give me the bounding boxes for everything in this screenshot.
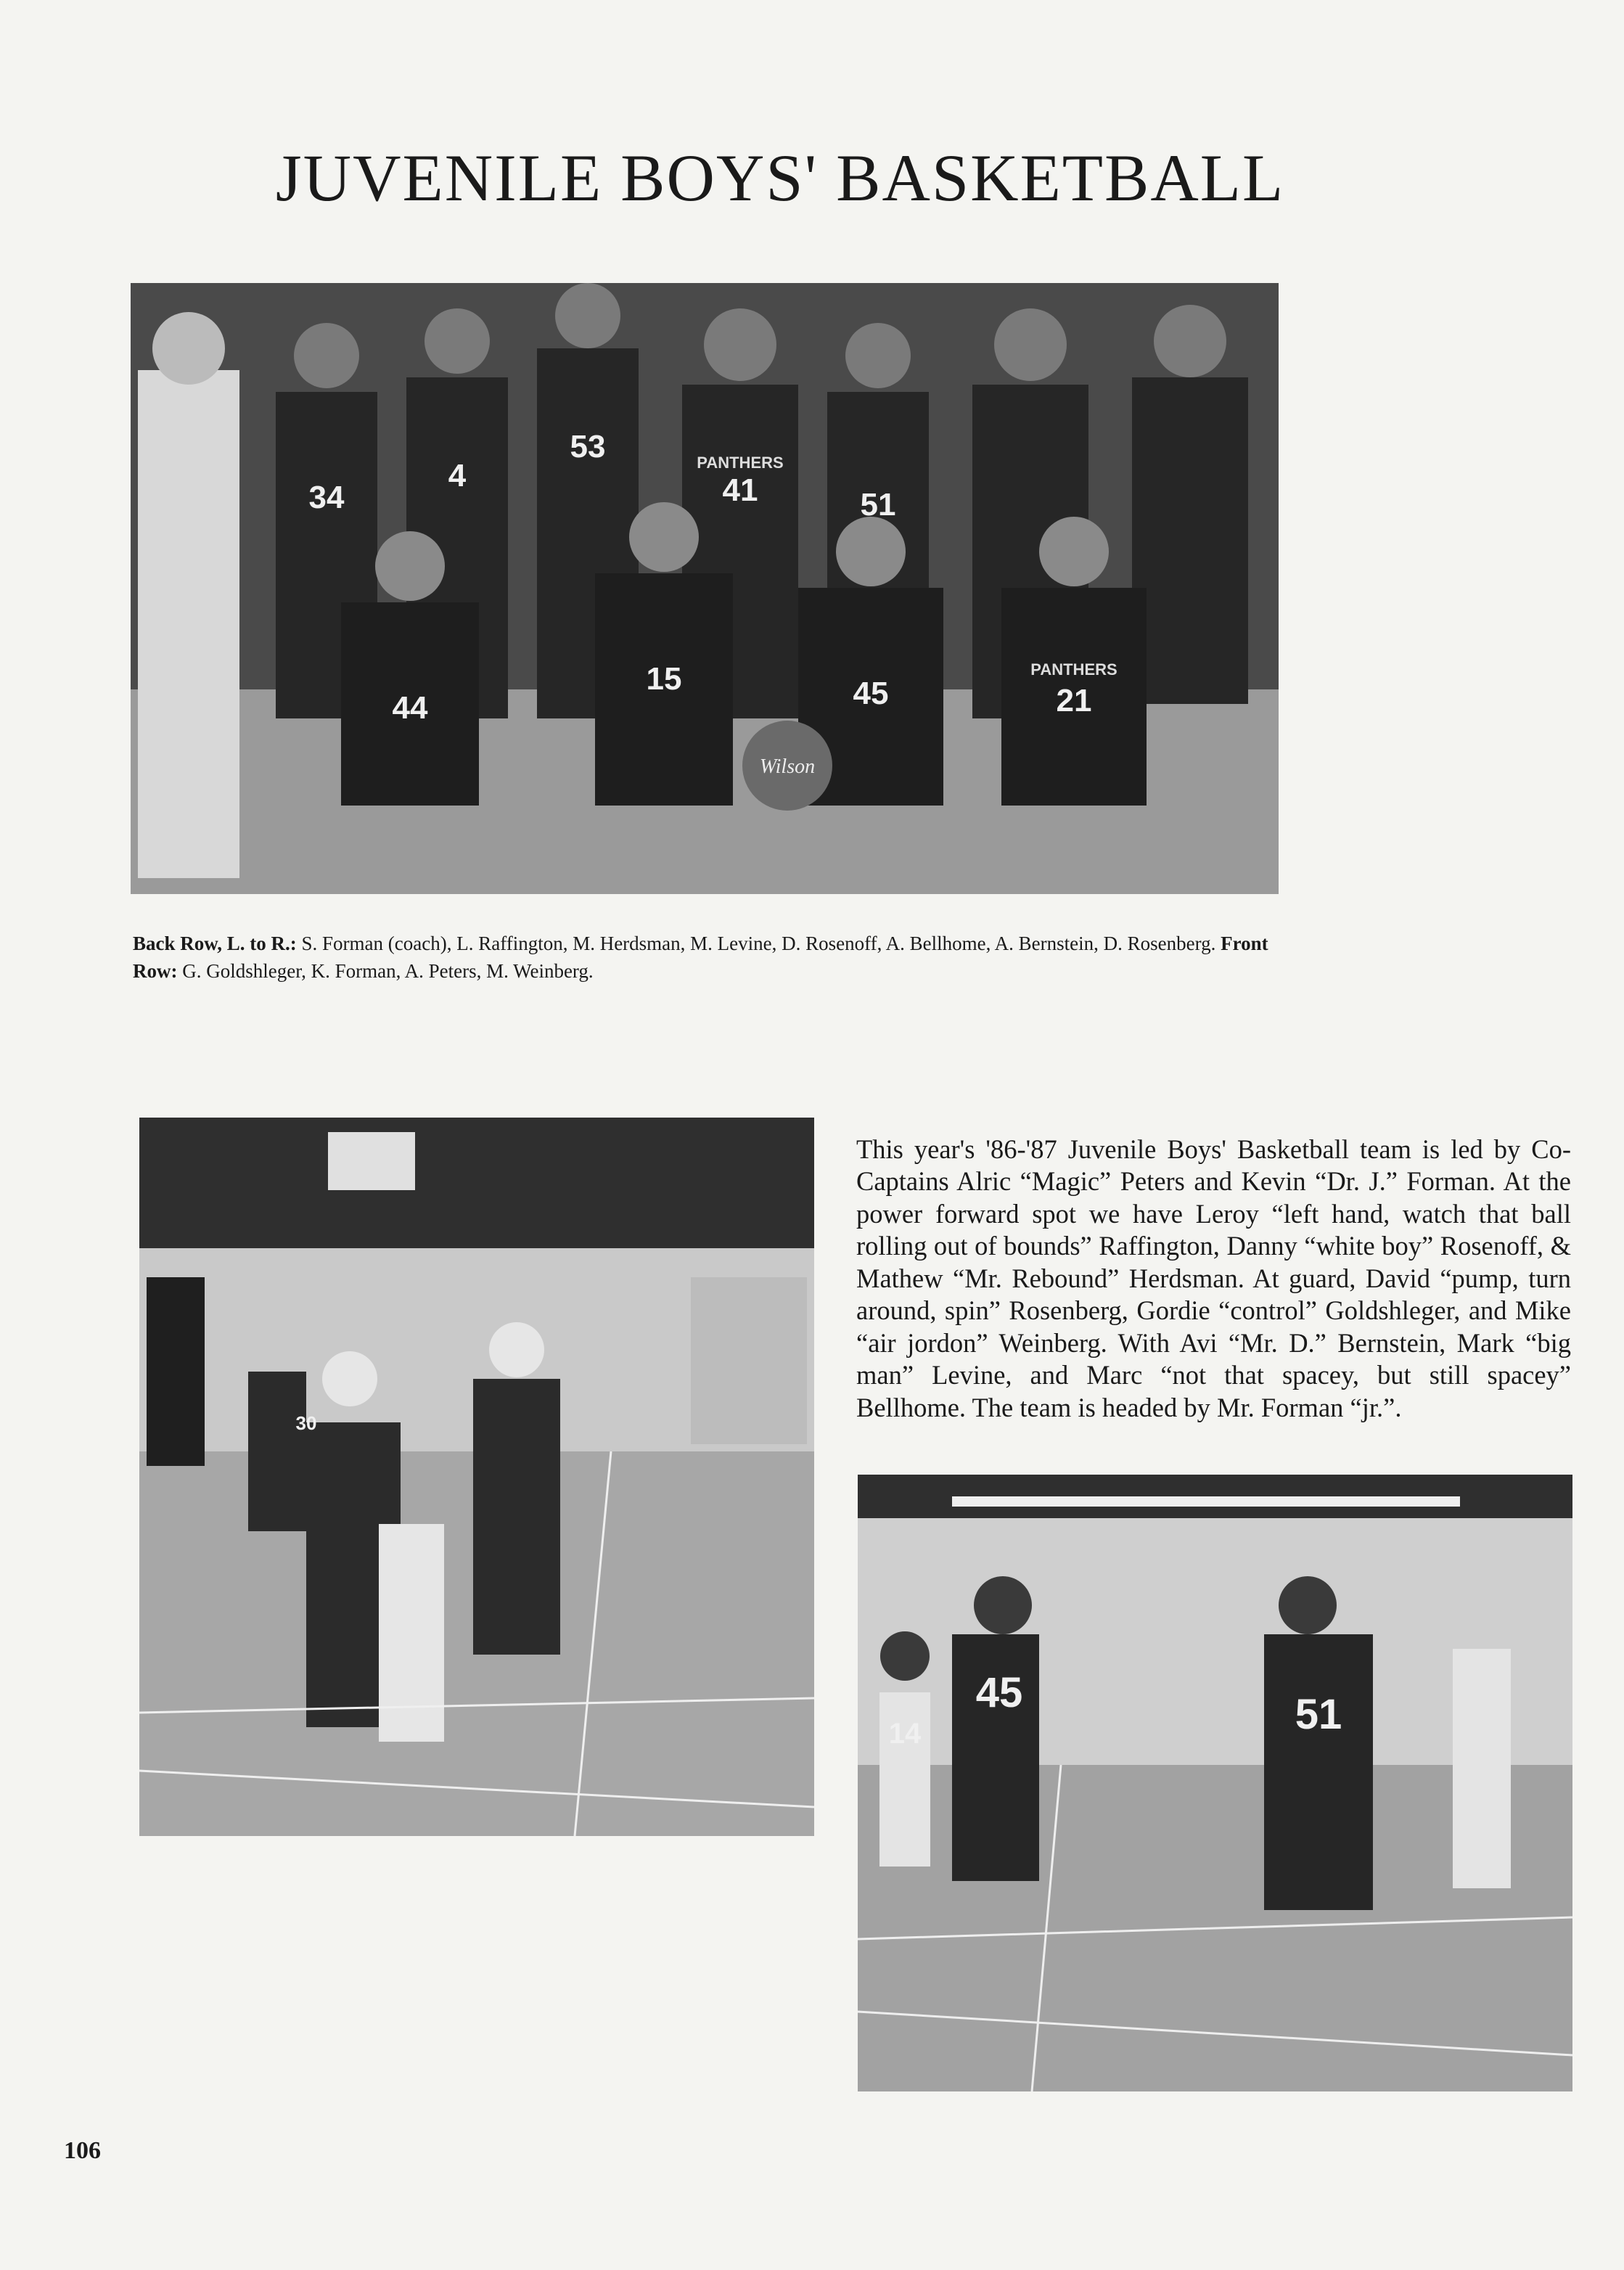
article-text: This year's '86-'87 Juvenile Boys' Basketball team is led by Co-Captains Alric “Magic” Peters and Kevin “Dr. J.” Forman. At the power forward spot we have Leroy “left hand, watch that ball rolling out of bounds” Raffington, Danny “white boy” Rosenoff, & Mathew “Mr. Rebound” Herdsman. At guard, David “pump, turn around, spin” Rosenberg, Gordie “control” Goldshleger, and Mike “air jordon” Weinberg. With Avi “Mr. D.” Bernstein, Mark “big man” Levine, and Marc “not that spacey, but still spacey” Bellhome. The team is headed by Mr. Forman “jr.”. [856,1134,1571,1422]
jersey-number: 34 [308,480,345,515]
jersey-number: 44 [392,690,428,726]
jersey-number: 14 [888,1718,922,1750]
jersey-text: PANTHERS [697,454,784,472]
jersey-number: 53 [570,429,606,464]
jersey-text: PANTHERS [1030,660,1117,679]
jersey-number: 45 [853,676,889,711]
jersey-number: 41 [722,472,758,508]
team-photo [131,283,1279,894]
jersey-number: 21 [1056,683,1092,718]
page-title: JUVENILE BOYS' BASKETBALL [275,141,1285,215]
back-row-names: S. Forman (coach), L. Raffington, M. Herdsman, M. Levine, D. Rosenoff, A. Bellhome, A. Bernstein, D. Rosenberg. [301,933,1216,954]
jersey-number: 51 [860,487,896,523]
jersey-number: 51 [1295,1691,1342,1738]
action-photo-left [139,1118,814,1836]
jersey-number: 4 [448,458,467,493]
front-row-names: G. Goldshleger, K. Forman, A. Peters, M. Weinberg. [182,959,594,982]
jersey-number: 45 [975,1669,1023,1716]
action-photo-right [858,1475,1572,2091]
team-photo-caption [133,930,1294,986]
front-row-label: Front Row: [133,933,1268,982]
page-number: 106 [64,2137,101,2164]
jersey-number: 30 [295,1412,317,1434]
jersey-number: 15 [646,661,682,697]
back-row-label: Back Row, L. to R.: [133,933,297,954]
ball-text: Wilson [759,755,816,778]
